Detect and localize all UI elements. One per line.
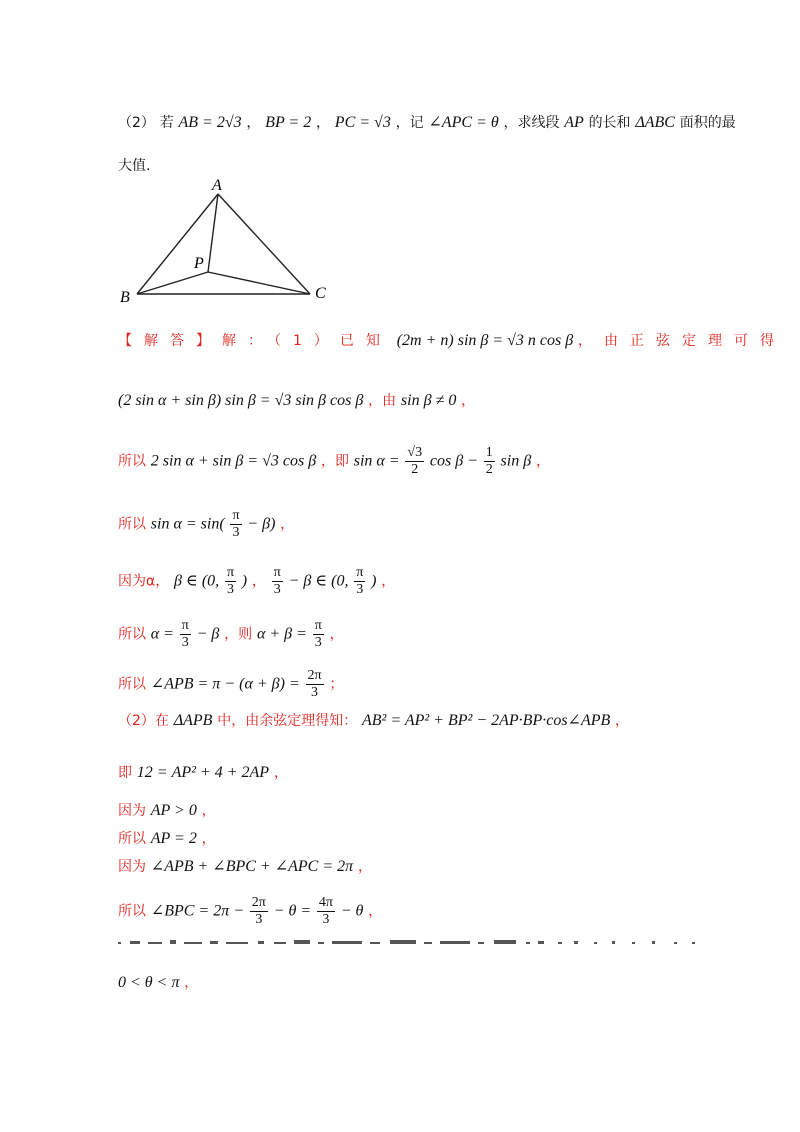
math: − β: [196, 625, 220, 643]
text: ；: [329, 676, 344, 693]
math: − θ =: [273, 902, 312, 920]
solution-line-13: [118, 895, 382, 928]
math: ∠APB = π − (α + β) =: [150, 675, 300, 693]
fraction: $\frac{\pi}{3}$: [273, 565, 281, 597]
triangle-figure: [110, 172, 340, 307]
fraction: $\frac{\pi}{3}$: [181, 618, 189, 650]
segment-pc: [208, 272, 310, 294]
text: ，: [201, 831, 216, 847]
solution-line-12: [118, 856, 372, 877]
fraction: $\frac{2\pi}{3}$: [251, 895, 266, 927]
math: sin β ≠ 0: [400, 392, 457, 409]
math: (2 sin α + sin β) sin β = √3 sin β cos β: [118, 392, 364, 409]
math: − β): [247, 515, 276, 533]
problem-number: （2）: [118, 115, 155, 131]
text: 因为α，: [118, 573, 170, 590]
math: β ∈ (0,: [174, 572, 220, 590]
solution-line-3: [118, 445, 550, 478]
solution-heading: 【解答】解：（1）已知: [118, 333, 392, 349]
text: ，由正弦定理可得: [578, 333, 787, 349]
problem-2-line-1: [118, 112, 736, 133]
solution-line-10: [118, 800, 216, 821]
text: 中，由余弦定理得知：: [217, 713, 358, 729]
problem-2-line-2: 大值.: [118, 158, 151, 174]
fraction: $\frac{\pi}{3}$: [356, 565, 364, 597]
text: ，: [357, 859, 372, 875]
math: ∠APB + ∠BPC + ∠APC = 2π: [150, 858, 354, 875]
label-b: B: [120, 289, 130, 306]
text: ，: [246, 115, 261, 131]
text: ，: [184, 975, 199, 991]
label-a: A: [212, 177, 222, 194]
solution-line-7: [118, 668, 343, 701]
text: （2）在: [118, 713, 169, 729]
text: 所以: [118, 831, 146, 847]
fraction: $\frac{\pi}{3}$: [314, 618, 322, 650]
text: ，: [461, 393, 476, 409]
text: ，: [280, 516, 295, 533]
text: ，: [535, 453, 550, 470]
segment-pb: [137, 272, 208, 294]
text: ，求线段: [503, 115, 560, 131]
math: ΔAPB: [173, 712, 213, 729]
text: 面积的最: [679, 115, 736, 131]
fraction: $\frac{4\pi}{3}$: [318, 895, 333, 927]
text: ，: [201, 803, 216, 819]
illegible-clipped-line: [118, 938, 698, 948]
text: 所以: [118, 626, 146, 643]
math: PC = √3: [334, 114, 391, 131]
segment-pa: [208, 194, 218, 272]
solution-line-15: [118, 972, 198, 993]
text: ，: [273, 765, 288, 781]
math: 2 sin α + sin β = √3 cos β: [150, 452, 317, 470]
text: ，: [381, 573, 396, 590]
text: ，: [329, 626, 344, 643]
math: ): [241, 572, 248, 590]
text: ，: [368, 903, 383, 920]
math: 0 < θ < π: [118, 974, 180, 991]
math: ∠APC = θ: [428, 114, 499, 131]
fraction: $\frac{\pi}{3}$: [232, 508, 240, 540]
solution-line-4: [118, 508, 294, 541]
fraction: $\frac{2\pi}{3}$: [307, 668, 322, 700]
math: ∠BPC = 2π −: [150, 902, 245, 920]
solution-line-11: [118, 828, 216, 849]
text: 因为: [118, 803, 146, 819]
math: AB = 2√3: [178, 114, 242, 131]
text: ，即: [320, 453, 349, 470]
math: α =: [150, 625, 174, 643]
text: ，: [316, 115, 331, 131]
math: BP = 2: [265, 114, 312, 131]
math: sin α = sin(: [150, 515, 225, 533]
math: cos β −: [429, 452, 478, 470]
text: 的长和: [588, 115, 631, 131]
text: 所以: [118, 676, 146, 693]
solution-line-6: [118, 618, 344, 651]
fraction: $\frac{√3}{2}$: [407, 445, 423, 477]
solution-part-2-heading: [118, 710, 629, 731]
text: 若: [159, 115, 174, 131]
math: ): [371, 572, 377, 590]
math: AB² = AP² + BP² − 2AP·BP·cos∠APB: [361, 712, 611, 729]
math: − θ: [340, 902, 364, 920]
math: sin β: [500, 452, 532, 470]
math: ΔABC: [635, 114, 675, 131]
math: AP > 0: [150, 802, 197, 819]
edge-ab: [137, 194, 218, 294]
math: sin α =: [353, 452, 400, 470]
solution-line-1: [118, 330, 786, 351]
fraction: $\frac{1}{2}$: [485, 445, 493, 477]
math: α + β =: [256, 625, 307, 643]
math: (2m + n) sin β = √3 n cos β: [396, 332, 574, 349]
text: 所以: [118, 903, 146, 920]
math: AP = 2: [150, 830, 197, 847]
text: ，由: [368, 393, 397, 409]
solution-line-5: [118, 565, 395, 598]
edge-ac: [218, 194, 310, 294]
math: 12 = AP² + 4 + 2AP: [136, 764, 270, 781]
math: − β ∈ (0,: [288, 572, 349, 590]
text: ，: [615, 713, 630, 729]
text: ，记: [395, 115, 424, 131]
text: ，: [251, 573, 266, 590]
math: AP: [564, 114, 584, 131]
text: 即: [118, 765, 132, 781]
label-c: C: [315, 285, 326, 302]
text: 所以: [118, 516, 146, 533]
solution-line-2: [118, 390, 475, 411]
text: ，则: [224, 626, 253, 643]
solution-line-9: [118, 762, 288, 783]
label-p: P: [194, 255, 204, 272]
fraction: $\frac{\pi}{3}$: [226, 565, 235, 597]
text: 因为: [118, 859, 146, 875]
text: 所以: [118, 453, 146, 470]
